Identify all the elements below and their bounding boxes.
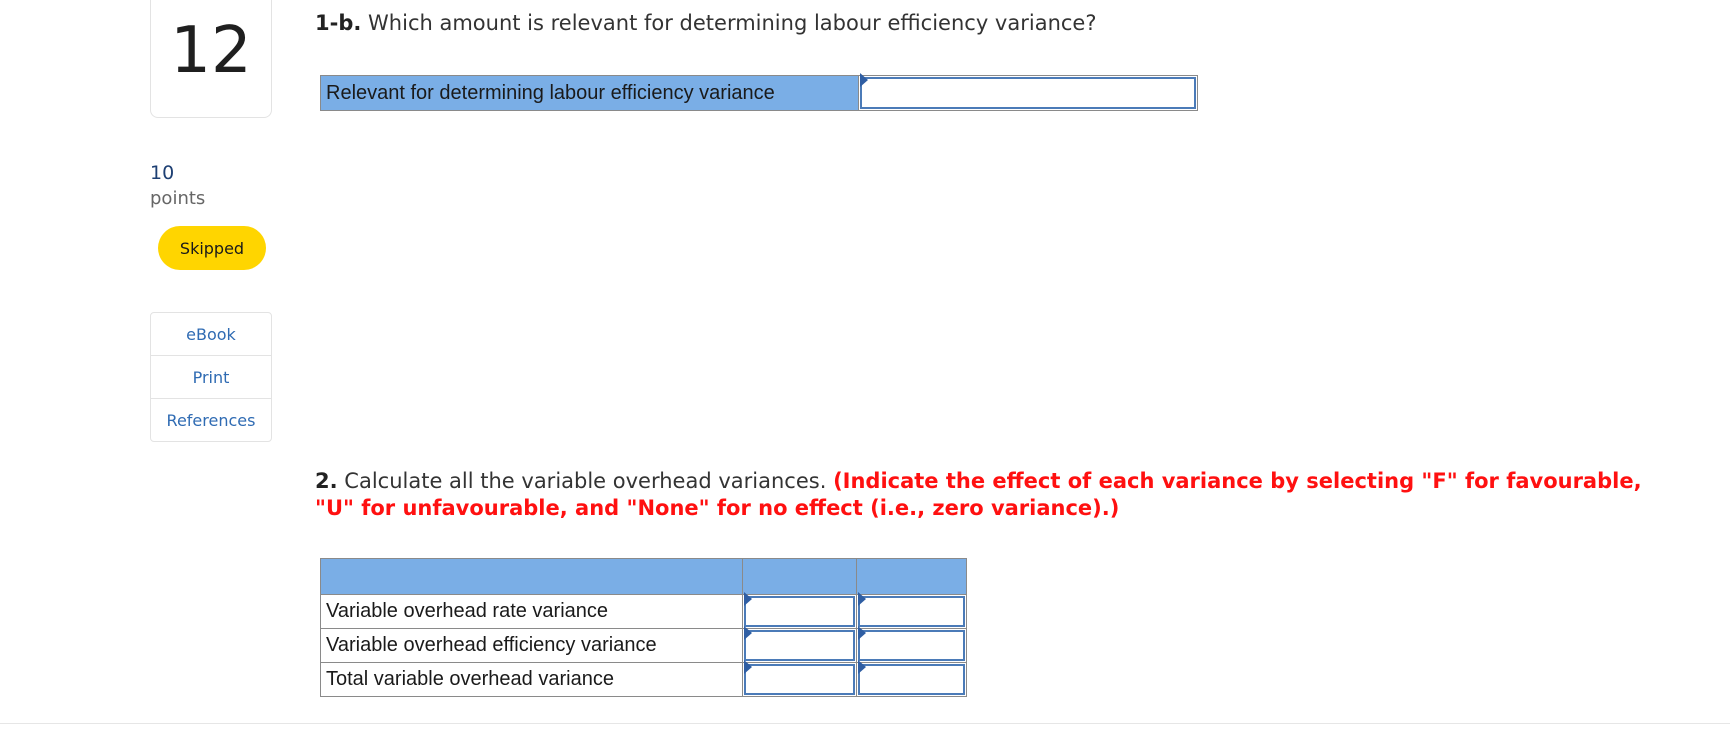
references-link[interactable]: References — [166, 410, 256, 430]
dropdown-indicator-icon — [744, 626, 752, 640]
dropdown-indicator-icon — [858, 660, 866, 674]
resources-panel — [150, 312, 272, 442]
row-label: Relevant for determining labour efficiency variance — [321, 76, 859, 111]
input-box[interactable] — [744, 630, 855, 661]
input-box[interactable] — [744, 664, 855, 695]
dropdown-indicator-icon — [858, 592, 866, 606]
variance-table — [320, 558, 967, 697]
input-box[interactable] — [858, 630, 965, 661]
header-cell — [743, 559, 857, 595]
points-label: points — [150, 188, 206, 209]
print-link[interactable]: Print — [151, 356, 271, 399]
question-2-text: Calculate all the variable overhead variances. — [344, 469, 827, 493]
answer-table-1b — [320, 75, 1198, 111]
effect-dropdown[interactable] — [857, 663, 967, 697]
answer-dropdown-1b[interactable] — [859, 76, 1198, 111]
dropdown-indicator-icon — [744, 660, 752, 674]
input-box[interactable] — [858, 596, 965, 627]
amount-input[interactable] — [743, 663, 857, 697]
bottom-divider — [0, 723, 1730, 724]
input-box[interactable] — [860, 77, 1196, 109]
input-box[interactable] — [858, 664, 965, 695]
input-box[interactable] — [744, 596, 855, 627]
table-row — [321, 663, 967, 697]
question-1b-prompt — [315, 10, 1097, 37]
dropdown-indicator-icon — [744, 592, 752, 606]
status-badge: Skipped — [158, 226, 266, 270]
dropdown-indicator-icon — [858, 626, 866, 640]
ebook-link[interactable]: eBook — [151, 313, 271, 356]
points-value: 10 — [150, 162, 175, 184]
question-1b-text: Which amount is relevant for determining labour efficiency variance? — [368, 11, 1097, 35]
question-2-prompt — [315, 468, 1645, 522]
question-1b-number: 1-b. — [315, 11, 362, 35]
header-cell — [321, 559, 743, 595]
dropdown-indicator-icon — [860, 73, 868, 87]
question-number: 12 — [150, 0, 272, 118]
header-cell — [857, 559, 967, 595]
amount-input[interactable] — [743, 629, 857, 663]
question-2-number: 2. — [315, 469, 338, 493]
row-label: Variable overhead efficiency variance — [321, 629, 743, 663]
question-2-instruction: (Indicate the effect of each variance by selecting "F" for favourable, "U" for unfavourable, and "None" for no effect (i.e., zero variance).) — [315, 469, 1642, 520]
table-header-row — [321, 559, 967, 595]
amount-input[interactable] — [743, 595, 857, 629]
effect-dropdown[interactable] — [857, 629, 967, 663]
row-label: Total variable overhead variance — [321, 663, 743, 697]
table-row — [321, 629, 967, 663]
effect-dropdown[interactable] — [857, 595, 967, 629]
table-row — [321, 595, 967, 629]
row-label: Variable overhead rate variance — [321, 595, 743, 629]
table-row — [321, 76, 1198, 111]
